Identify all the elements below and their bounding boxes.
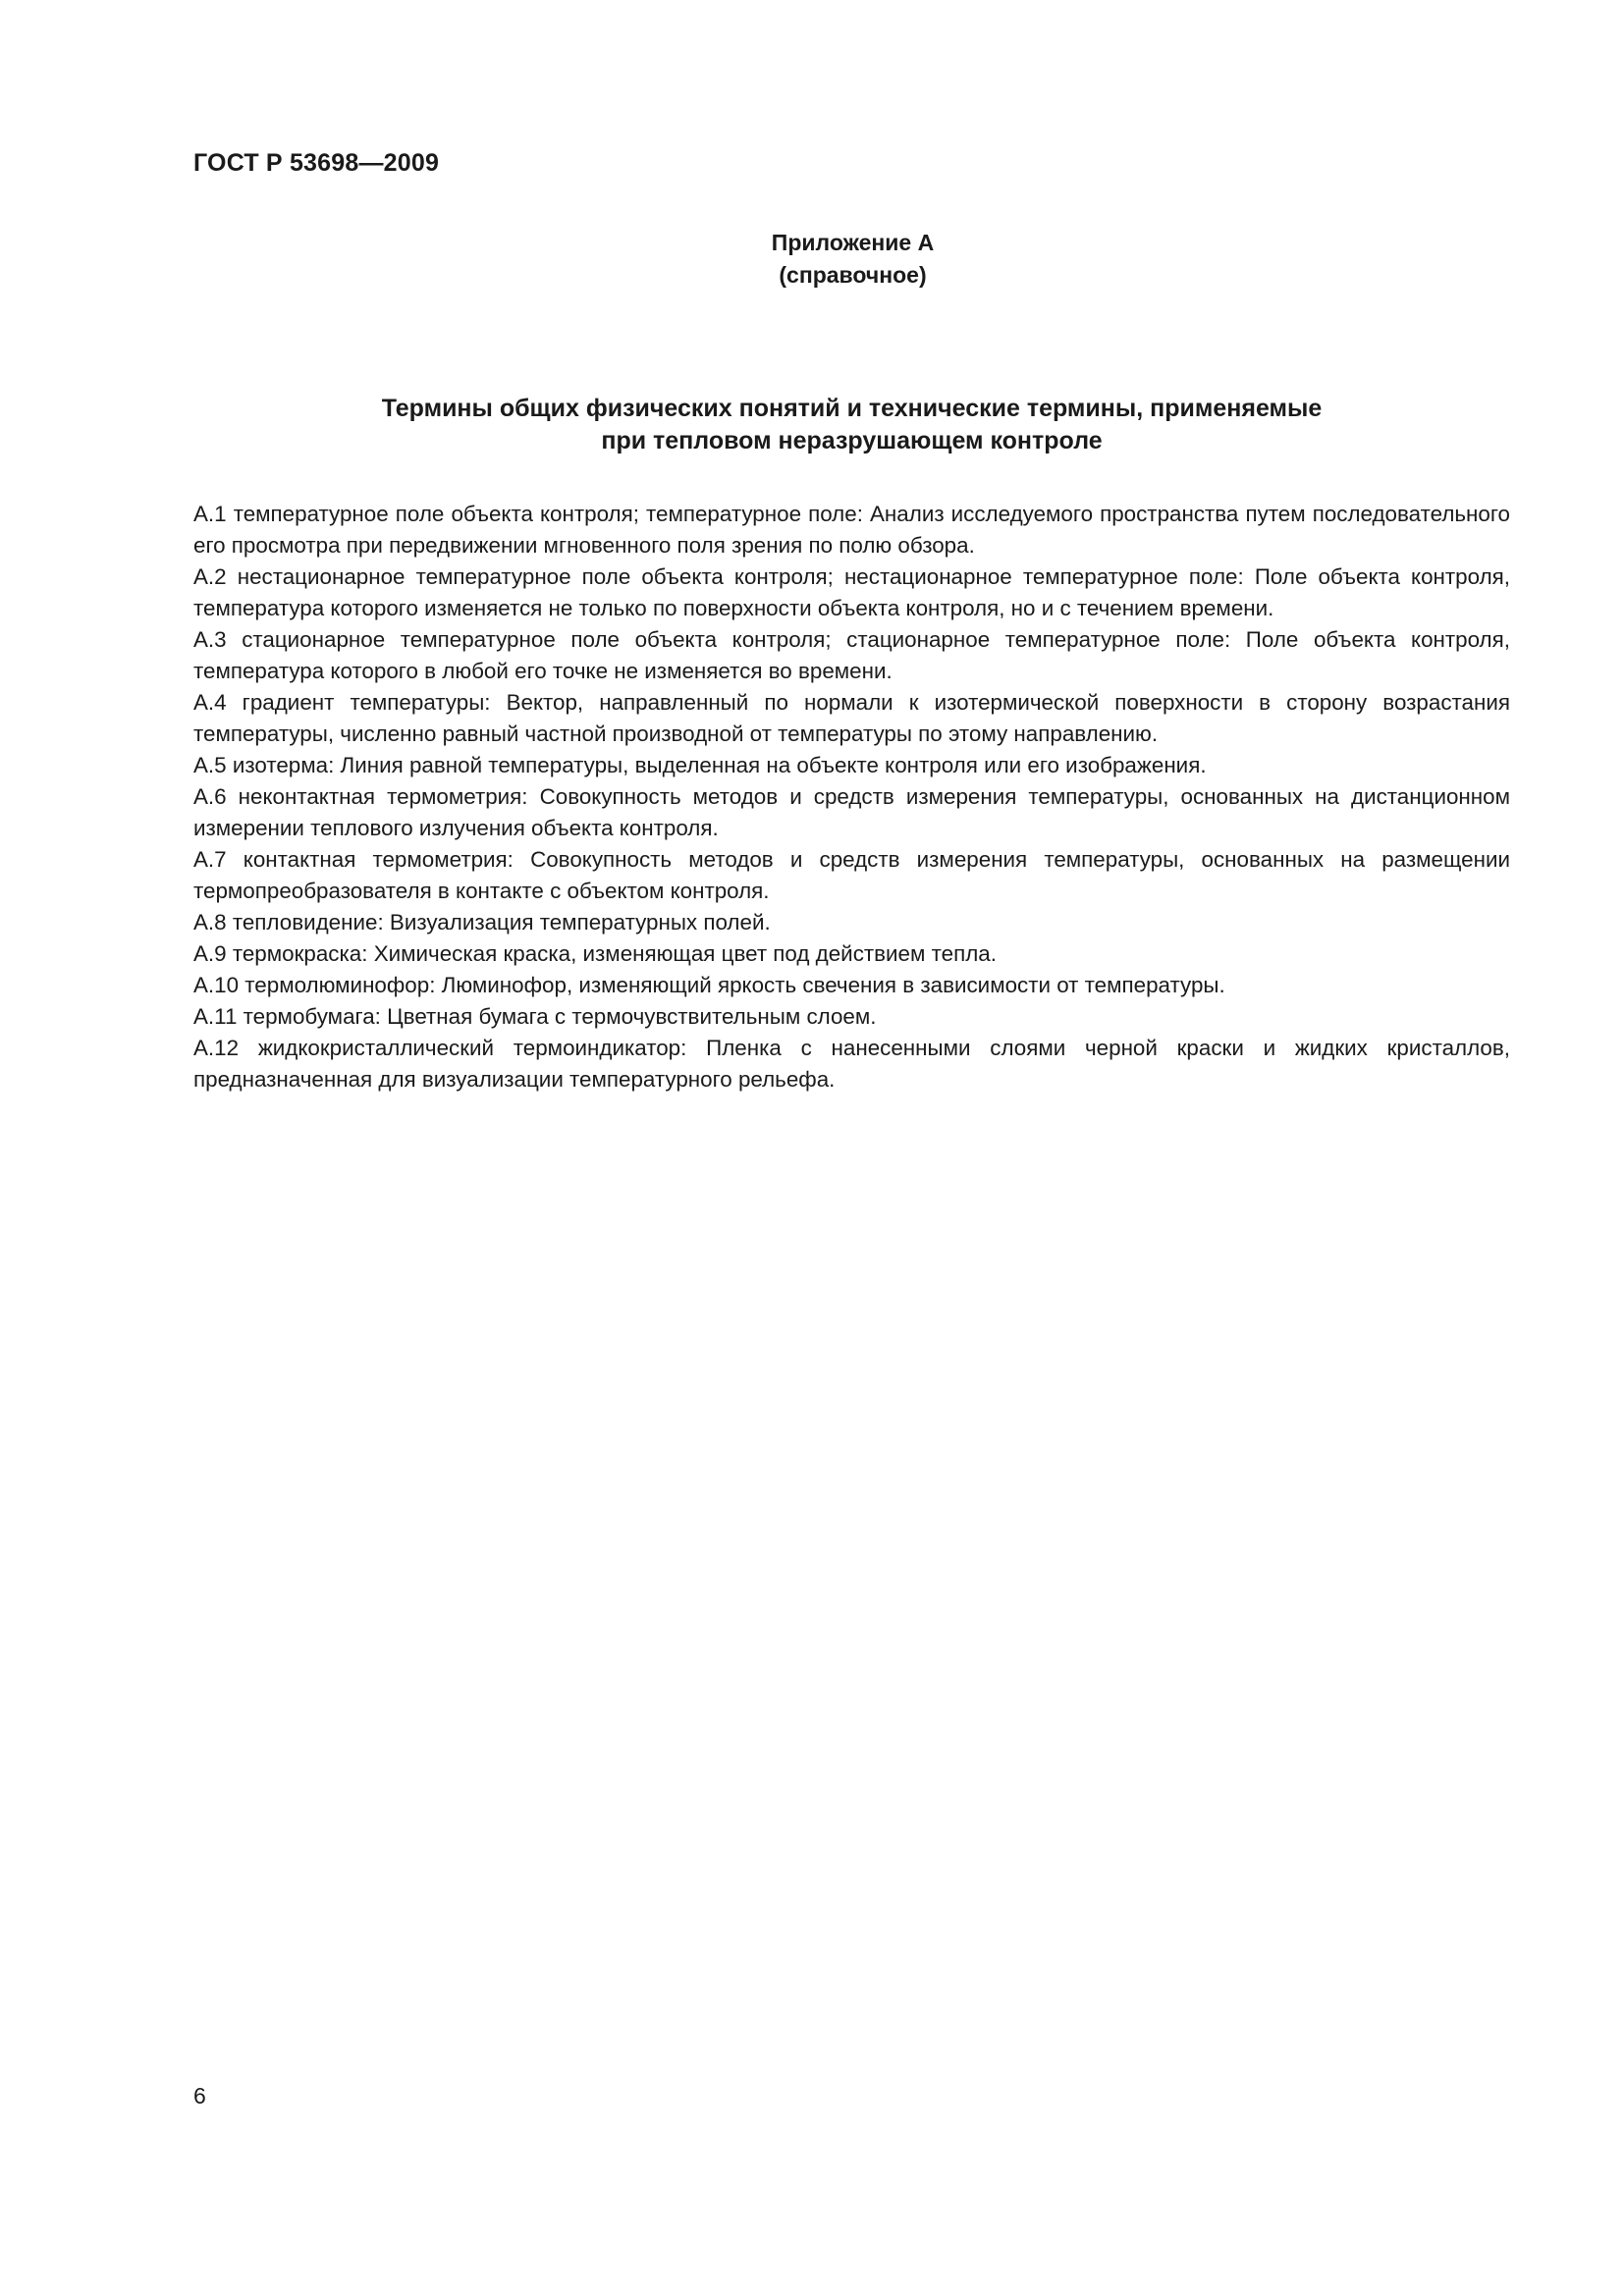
section-title bbox=[193, 393, 1510, 457]
term-number: А.8 bbox=[193, 910, 227, 934]
appendix-subtitle: (справочное) bbox=[779, 262, 927, 288]
term-entry bbox=[193, 750, 1510, 781]
term-definition: Линия равной температуры, выделенная на объекте контроля или его изображения. bbox=[340, 753, 1207, 777]
term-entry bbox=[193, 844, 1510, 907]
term-entry bbox=[193, 499, 1510, 561]
term-number: А.5 bbox=[193, 753, 227, 777]
term-name: градиент температуры: bbox=[242, 690, 491, 715]
term-entry bbox=[193, 970, 1510, 1001]
term-number: А.2 bbox=[193, 564, 227, 589]
term-name: стационарное температурное поле объекта контроля; стационарное температурное поле: bbox=[242, 627, 1231, 652]
term-name: термокраска: bbox=[232, 941, 368, 966]
term-definition: Совокупность методов и средств измерения температуры, основанных на дистанционном измерении теплового излучения объекта контроля. bbox=[193, 784, 1510, 840]
term-number: А.7 bbox=[193, 847, 227, 872]
term-name: контактная термометрия: bbox=[243, 847, 514, 872]
term-definition: Люминофор, изменяющий яркость свечения в зависимости от температуры. bbox=[441, 973, 1225, 997]
term-definition: Вектор, направленный по нормали к изотермической поверхности в сторону возрастания температуры, численно равный частной производной от температуры по этому направлению. bbox=[193, 690, 1510, 746]
term-name: жидкокристаллический термоиндикатор: bbox=[257, 1036, 687, 1060]
term-number: А.3 bbox=[193, 627, 227, 652]
term-number: А.6 bbox=[193, 784, 227, 809]
term-definition: Поле объекта контроля, температура которого изменяется не только по поверхности объекта контроля, но и с течением времени. bbox=[193, 564, 1510, 620]
term-name: термобумага: bbox=[243, 1004, 381, 1029]
term-number: А.10 bbox=[193, 973, 240, 997]
term-name: изотерма: bbox=[232, 753, 335, 777]
section-title-line-2: при тепловом неразрушающем контроле bbox=[601, 427, 1103, 454]
term-definition: Визуализация температурных полей. bbox=[389, 910, 771, 934]
term-entry bbox=[193, 1001, 1510, 1033]
term-number: А.4 bbox=[193, 690, 227, 715]
term-definition: Пленка с нанесенными слоями черной краски и жидких кристаллов, предназначенная для визуализации температурного рельефа. bbox=[193, 1036, 1510, 1092]
term-number: А.11 bbox=[193, 1004, 238, 1029]
term-entry bbox=[193, 561, 1510, 624]
term-name: нестационарное температурное поле объекта контроля; нестационарное температурное поле: bbox=[237, 564, 1244, 589]
term-entry bbox=[193, 907, 1510, 938]
appendix-heading bbox=[0, 227, 1624, 292]
term-entry bbox=[193, 781, 1510, 844]
term-number: А.1 bbox=[193, 502, 227, 526]
term-name: неконтактная термометрия: bbox=[238, 784, 528, 809]
page-number: 6 bbox=[193, 2083, 206, 2109]
term-entry bbox=[193, 687, 1510, 750]
term-definition: Анализ исследуемого пространства путем последовательного его просмотра при передвижении мгновенного поля зрения по полю обзора. bbox=[193, 502, 1510, 558]
term-definition: Химическая краска, изменяющая цвет под действием тепла. bbox=[373, 941, 997, 966]
section-title-line-1: Термины общих физических понятий и технические термины, применяемые bbox=[381, 395, 1323, 422]
term-entry bbox=[193, 938, 1510, 970]
term-entry bbox=[193, 624, 1510, 687]
term-definition: Поле объекта контроля, температура которого в любой его точке не изменяется во времени. bbox=[193, 627, 1510, 683]
term-name: температурное поле объекта контроля; температурное поле: bbox=[233, 502, 863, 526]
term-name: термолюминофор: bbox=[244, 973, 436, 997]
term-entry bbox=[193, 1033, 1510, 1095]
term-name: тепловидение: bbox=[232, 910, 384, 934]
term-definition: Цветная бумага с термочувствительным слоем. bbox=[387, 1004, 877, 1029]
term-number: А.9 bbox=[193, 941, 227, 966]
term-number: А.12 bbox=[193, 1036, 240, 1060]
term-definition: Совокупность методов и средств измерения температуры, основанных на размещении термопреобразователя в контакте с объектом контроля. bbox=[193, 847, 1510, 903]
terms-list bbox=[193, 499, 1510, 1095]
appendix-title: Приложение А bbox=[771, 230, 935, 255]
document-code: ГОСТ Р 53698—2009 bbox=[193, 149, 440, 177]
